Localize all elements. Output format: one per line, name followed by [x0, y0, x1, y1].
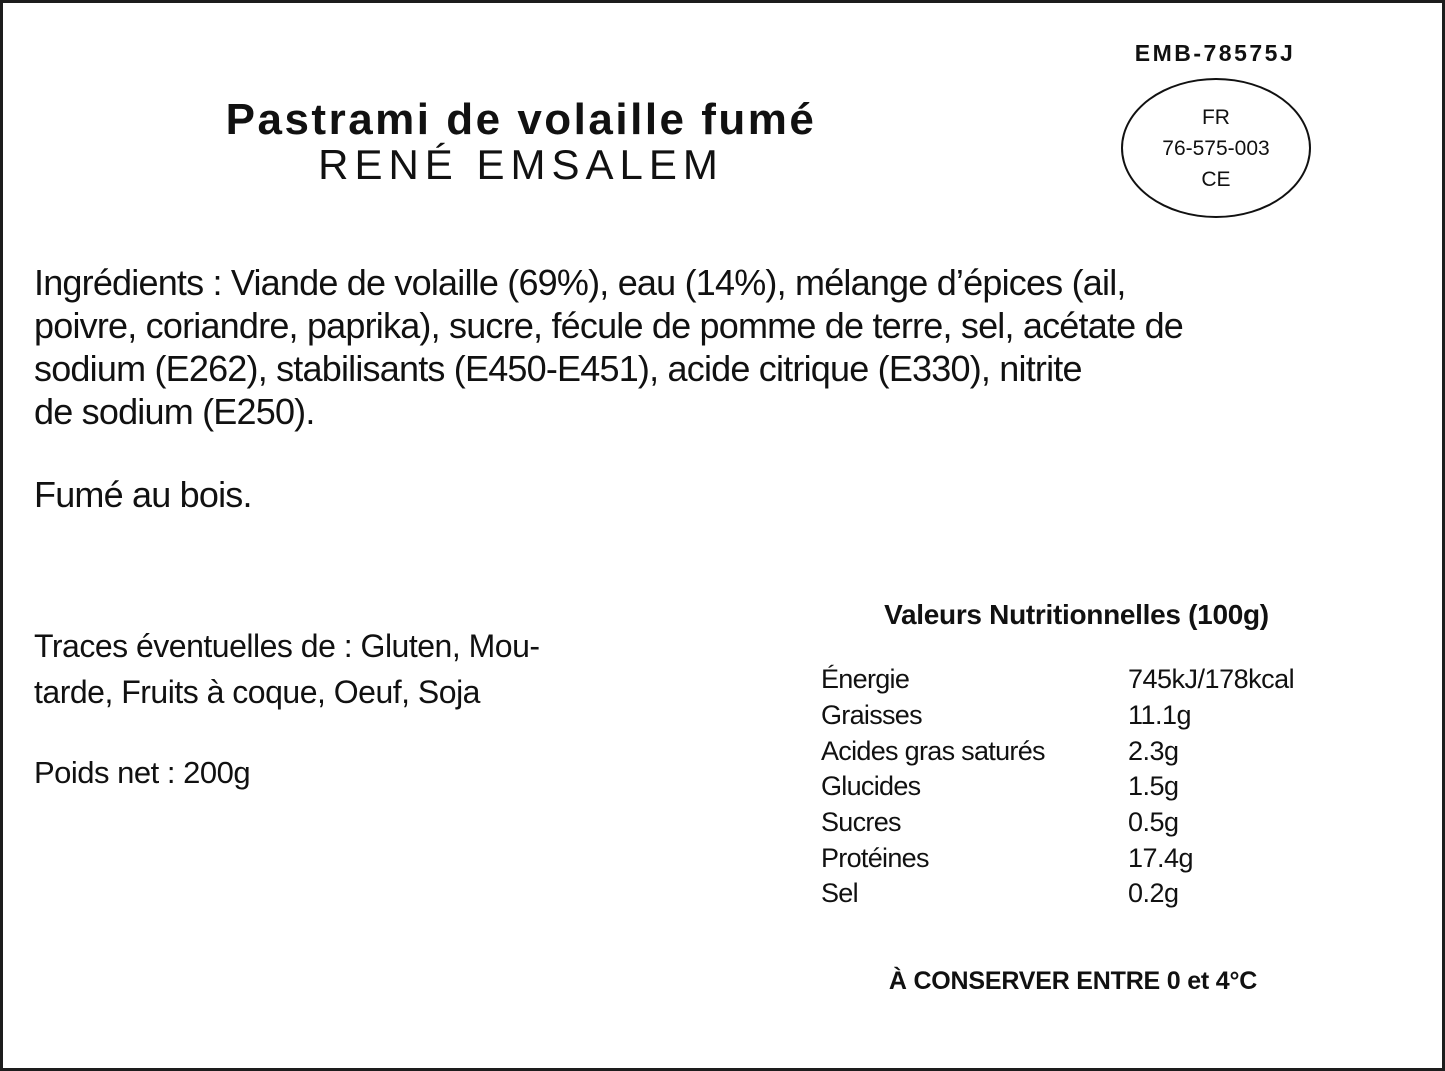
nutrition-row — [821, 840, 1341, 876]
nutrient-value: 11.1g — [1128, 700, 1192, 731]
nutrient-name: Glucides — [821, 771, 921, 802]
nutrition-row — [821, 662, 1341, 698]
storage-instruction: À CONSERVER ENTRE 0 et 4°C — [888, 967, 1258, 995]
brand-name: RENÉ EMSALEM — [318, 141, 724, 188]
ingredients-line: de sodium (E250). — [34, 391, 315, 432]
packer-code: EMB-78575J — [1134, 40, 1296, 66]
nutrient-name: Sucres — [821, 807, 901, 838]
nutrient-value: 1.5g — [1128, 771, 1179, 802]
nutrient-value: 745kJ/178kcal — [1128, 664, 1295, 695]
nutrition-table — [821, 662, 1341, 912]
net-weight: Poids net : 200g — [34, 755, 251, 790]
ingredients-line: sodium (E262), stabilisants (E450-E451), acide citrique (E330), nitrite — [34, 348, 1082, 389]
product-title: Pastrami de volaille fumé — [225, 95, 817, 144]
nutrient-value: 2.3g — [1128, 735, 1179, 766]
traces-line: Traces éventuelles de : Gluten, Mou- — [34, 628, 540, 664]
smoked-note: Fumé au bois. — [34, 474, 252, 515]
nutrient-name: Acides gras saturés — [821, 735, 1045, 766]
nutrient-name: Graisses — [821, 700, 922, 731]
nutrition-row — [821, 769, 1341, 805]
eu-health-mark-line: CE — [1201, 167, 1231, 191]
nutrient-name: Protéines — [821, 842, 929, 873]
eu-health-mark-line: 76-575-003 — [1162, 136, 1270, 160]
traces-line: tarde, Fruits à coque, Oeuf, Soja — [34, 674, 480, 710]
nutrient-value: 17.4g — [1128, 842, 1194, 873]
nutrient-name: Énergie — [821, 664, 910, 695]
nutrition-title: Valeurs Nutritionnelles (100g) — [884, 599, 1269, 630]
nutrition-row — [821, 805, 1341, 841]
nutrient-value: 0.5g — [1128, 807, 1179, 838]
nutrition-row — [821, 698, 1341, 734]
nutrient-name: Sel — [821, 878, 858, 909]
title-block — [3, 97, 1039, 187]
eu-health-mark-oval — [1121, 78, 1311, 218]
traces-text — [34, 623, 540, 715]
ingredients-line: Ingrédients : Viande de volaille (69%), eau (14%), mélange d’épices (ail, — [34, 262, 1126, 303]
nutrient-value: 0.2g — [1128, 878, 1179, 909]
nutrition-row — [821, 733, 1341, 769]
ingredients-line: poivre, coriandre, paprika), sucre, fécule de pomme de terre, sel, acétate de — [34, 305, 1184, 346]
eu-health-mark-line: FR — [1201, 105, 1230, 129]
eu-health-mark-lines — [1162, 102, 1269, 195]
ingredients-text — [34, 261, 1183, 433]
nutrition-row — [821, 876, 1341, 912]
